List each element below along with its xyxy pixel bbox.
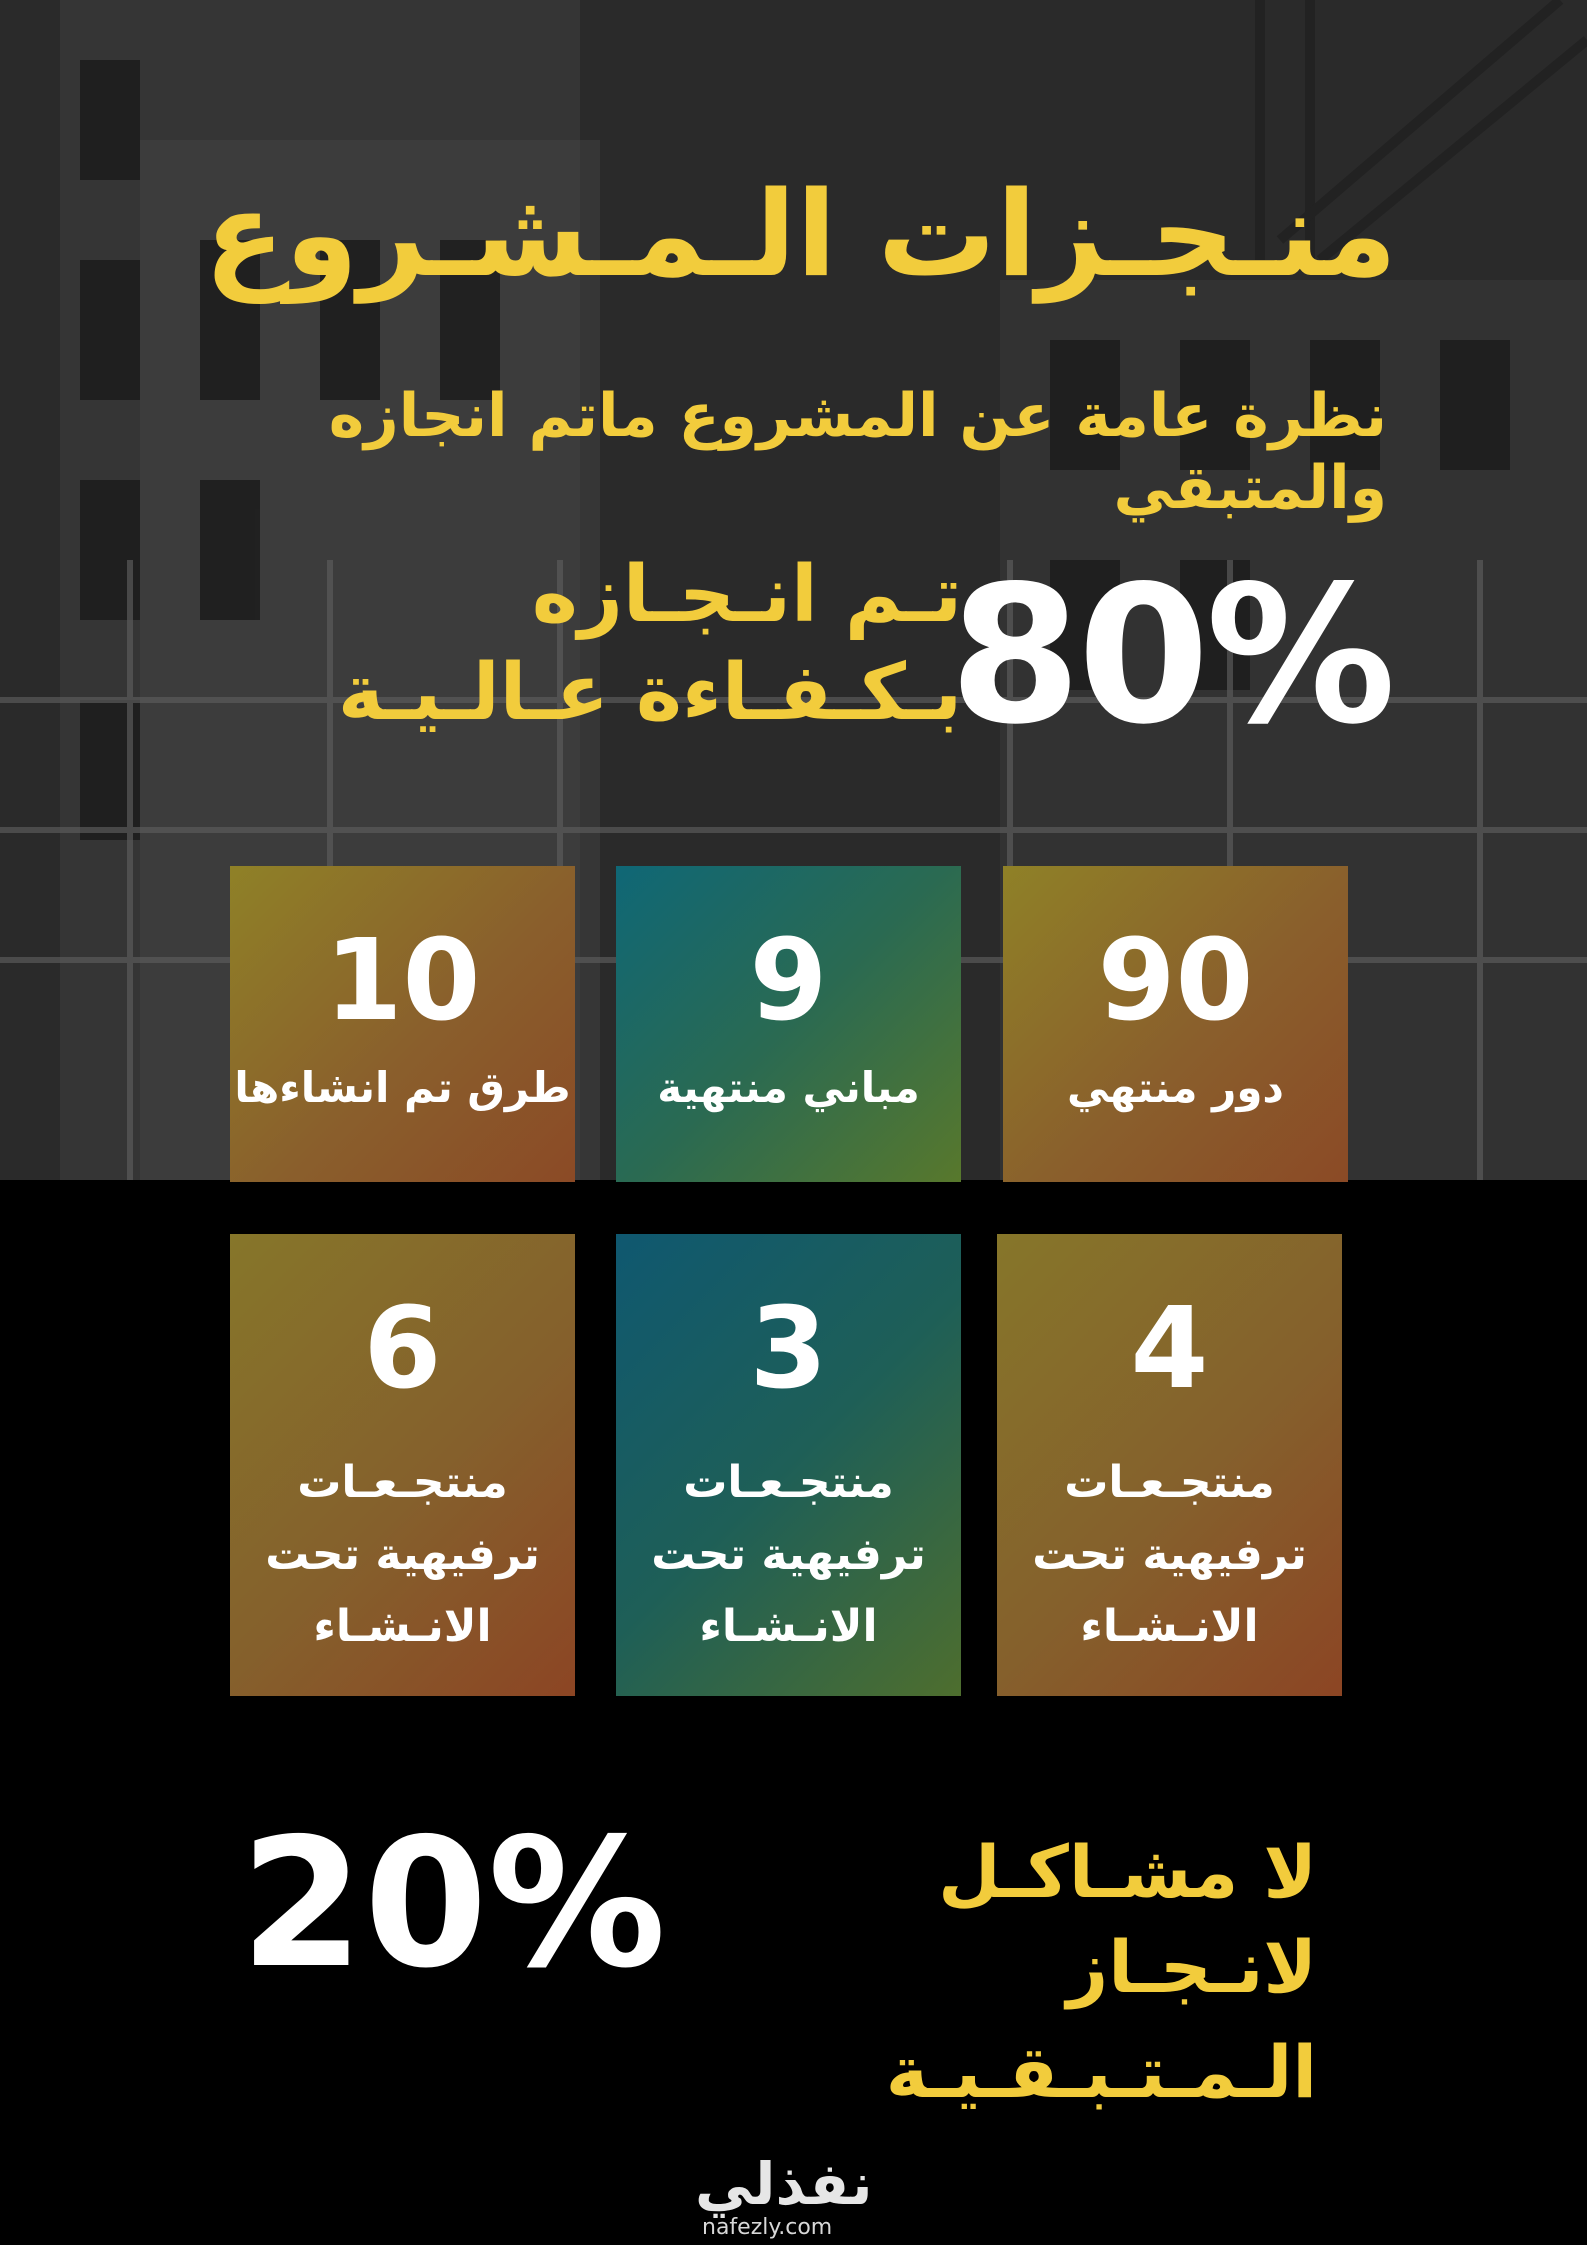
stat-tile-roads bbox=[230, 866, 575, 1182]
stat-tile-resorts-2 bbox=[616, 1234, 961, 1696]
brand-logo: نفذلي bbox=[695, 2150, 873, 2218]
stat-label: منتجـعـات ترفيهية تحت الانـشـاء bbox=[651, 1457, 926, 1652]
stat-value: 90 bbox=[1097, 916, 1254, 1046]
stat-label: مباني منتهية bbox=[657, 1063, 920, 1112]
stat-value: 10 bbox=[324, 916, 481, 1046]
remaining-line-1: لا مشـاكـل bbox=[938, 1830, 1317, 1914]
stat-label: طرق تم انشاءها bbox=[234, 1063, 571, 1112]
stat-label: منتجـعـات ترفيهية تحت الانـشـاء bbox=[1032, 1457, 1307, 1652]
completed-line-2: بـكـفـاءة عـالـيـة bbox=[337, 648, 962, 738]
completed-line-1: تـم انـجـازه bbox=[531, 550, 962, 640]
completed-percent: 80% bbox=[949, 545, 1392, 766]
stat-value: 9 bbox=[749, 916, 828, 1046]
brand-site: nafezly.com bbox=[702, 2215, 833, 2240]
remaining-line-2: لانـجـاز bbox=[1066, 1925, 1317, 2009]
page-title: منـجـزات الـمـشـروع bbox=[204, 165, 1397, 303]
remaining-line-3: الـمـتـبـقـيـة bbox=[885, 2030, 1317, 2114]
page-subtitle: نظرة عامة عن المشروع ماتم انجازه والمتبقي bbox=[328, 381, 1387, 523]
remaining-percent: 20% bbox=[240, 1800, 667, 2007]
stat-tile-resorts-1 bbox=[997, 1234, 1342, 1696]
stat-label: دور منتهي bbox=[1067, 1063, 1284, 1112]
stat-label: منتجـعـات ترفيهية تحت الانـشـاء bbox=[265, 1457, 540, 1652]
stat-value: 4 bbox=[1130, 1284, 1209, 1414]
stat-tile-floors bbox=[1003, 866, 1348, 1182]
stat-value: 6 bbox=[363, 1284, 442, 1414]
stat-tile-buildings bbox=[616, 866, 961, 1182]
stat-value: 3 bbox=[749, 1284, 828, 1414]
stat-tile-resorts-3 bbox=[230, 1234, 575, 1696]
